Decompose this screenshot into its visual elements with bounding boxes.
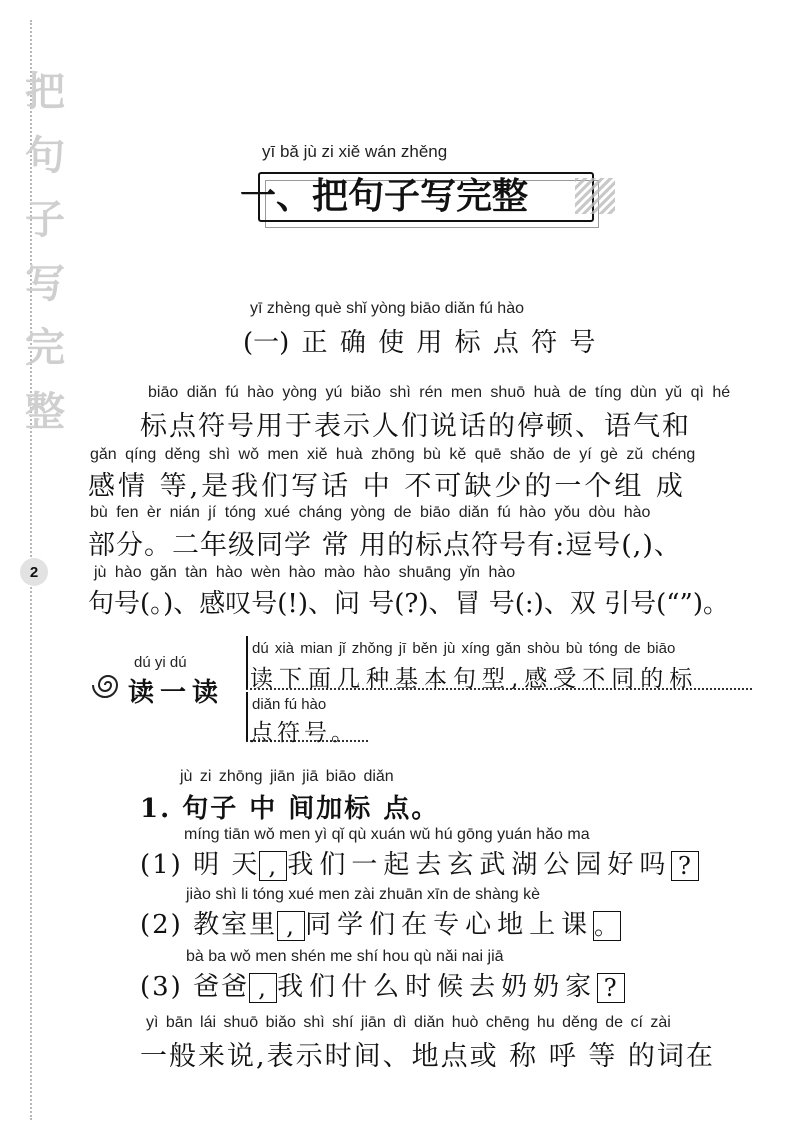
swirl-icon — [90, 670, 126, 700]
paragraph-line: 标点符号用于表示人们说话的停顿、语气和 — [140, 411, 691, 442]
exercise-item-text: 我们一起去玄武湖公园好吗 — [287, 850, 672, 880]
exercise-item-pinyin: bà ba wǒ men shén me shí hou qù nǎi nai jiā — [186, 948, 504, 965]
vertical-chapter-title — [22, 60, 68, 444]
vertical-title-char: 写 — [25, 260, 65, 307]
instruction-pinyin: diǎn fú hào — [252, 696, 327, 713]
title-pinyin: yī bǎ jù zi xiě wán zhěng — [262, 142, 448, 161]
vertical-title-char: 句 — [25, 132, 65, 179]
paragraph-pinyin: yì bān lái shuō biǎo shì shí jiān dì diǎn huò chēng hu děng de cí zài — [146, 1014, 671, 1031]
exercise-heading-pinyin: jù zi zhōng jiān jiā biāo diǎn — [180, 768, 394, 785]
section-heading: (一) 正 确 使 用 标 点 符 号 — [243, 328, 596, 358]
read-label-pinyin: dú yi dú — [134, 654, 187, 671]
exercise-heading: 1. 句子 中 间加标 点。 — [140, 794, 440, 824]
exercise-item-text: 同学们在专心地上课 — [305, 910, 594, 940]
paragraph-pinyin: jù hào gǎn tàn hào wèn hào mào hào shuāng yǐn hào — [94, 564, 516, 581]
exercise-item — [140, 904, 621, 941]
vertical-title-char: 子 — [25, 196, 65, 243]
punctuation-box[interactable]: ? — [671, 851, 699, 881]
paragraph-pinyin: bù fen èr nián jí tóng xué cháng yòng de biāo diǎn fú hào yǒu dòu hào — [90, 504, 651, 521]
page-number-badge — [20, 558, 48, 586]
punctuation-box[interactable]: , — [259, 851, 287, 881]
punctuation-box[interactable]: 。 — [594, 912, 621, 940]
title-brush-decoration — [575, 178, 615, 214]
exercise-item-pinyin: jiào shì li tóng xué men zài zhuān xīn de shàng kè — [186, 886, 540, 903]
paragraph-pinyin: gǎn qíng děng shì wǒ men xiě huà zhōng bù kě quē shǎo de yí gè zǔ chéng — [90, 446, 696, 463]
instruction-text: 读下面几种基本句型,感受不同的标 — [250, 666, 699, 692]
instruction-text: 点符号。 — [250, 720, 358, 746]
punctuation-box[interactable]: ? — [597, 973, 625, 1003]
paragraph-line: 部分。二年级同学 常 用的标点符号有:逗号(,)、 — [88, 530, 682, 561]
punctuation-box[interactable]: , — [277, 911, 305, 941]
read-label: 读一读 — [128, 678, 225, 708]
page-number: 2 — [29, 563, 39, 581]
vertical-title-char: 完 — [25, 324, 65, 371]
instruction-pinyin: dú xià mian jǐ zhǒng jī běn jù xíng gǎn shòu bù tóng de biāo — [252, 640, 676, 657]
exercise-item-prefix: (3) 爸爸 — [140, 972, 250, 1002]
exercise-item — [140, 966, 625, 1003]
exercise-item-pinyin: míng tiān wǒ men yì qǐ qù xuán wǔ hú gōng yuán hǎo ma — [184, 826, 590, 843]
paragraph-line: 感情 等,是我们写话 中 不可缺少的一个组 成 — [88, 471, 686, 502]
page-title: 一、把句子写完整 — [240, 175, 529, 217]
punctuation-box[interactable]: , — [249, 973, 277, 1003]
exercise-item-prefix: (1) 明 天 — [140, 850, 260, 880]
vertical-title-char: 把 — [25, 68, 65, 115]
paragraph-pinyin: biāo diǎn fú hào yòng yú biǎo shì rén men shuō huà de tíng dùn yǔ qì hé — [148, 384, 731, 401]
paragraph-line: 一般来说,表示时间、地点或 称 呼 等 的词在 — [140, 1041, 715, 1072]
section-heading-pinyin: yī zhèng què shǐ yòng biāo diǎn fú hào — [250, 300, 524, 317]
vertical-title-char: 整 — [25, 388, 65, 435]
paragraph-line: 句号(。)、感叹号(!)、问 号(?)、冒 号(:)、双 引号(“”)。 — [88, 589, 729, 619]
exercise-item-text: 我们什么时候去奶奶家 — [277, 972, 598, 1002]
exercise-item-prefix: (2) 教室里 — [140, 910, 278, 940]
exercise-item — [140, 844, 699, 881]
